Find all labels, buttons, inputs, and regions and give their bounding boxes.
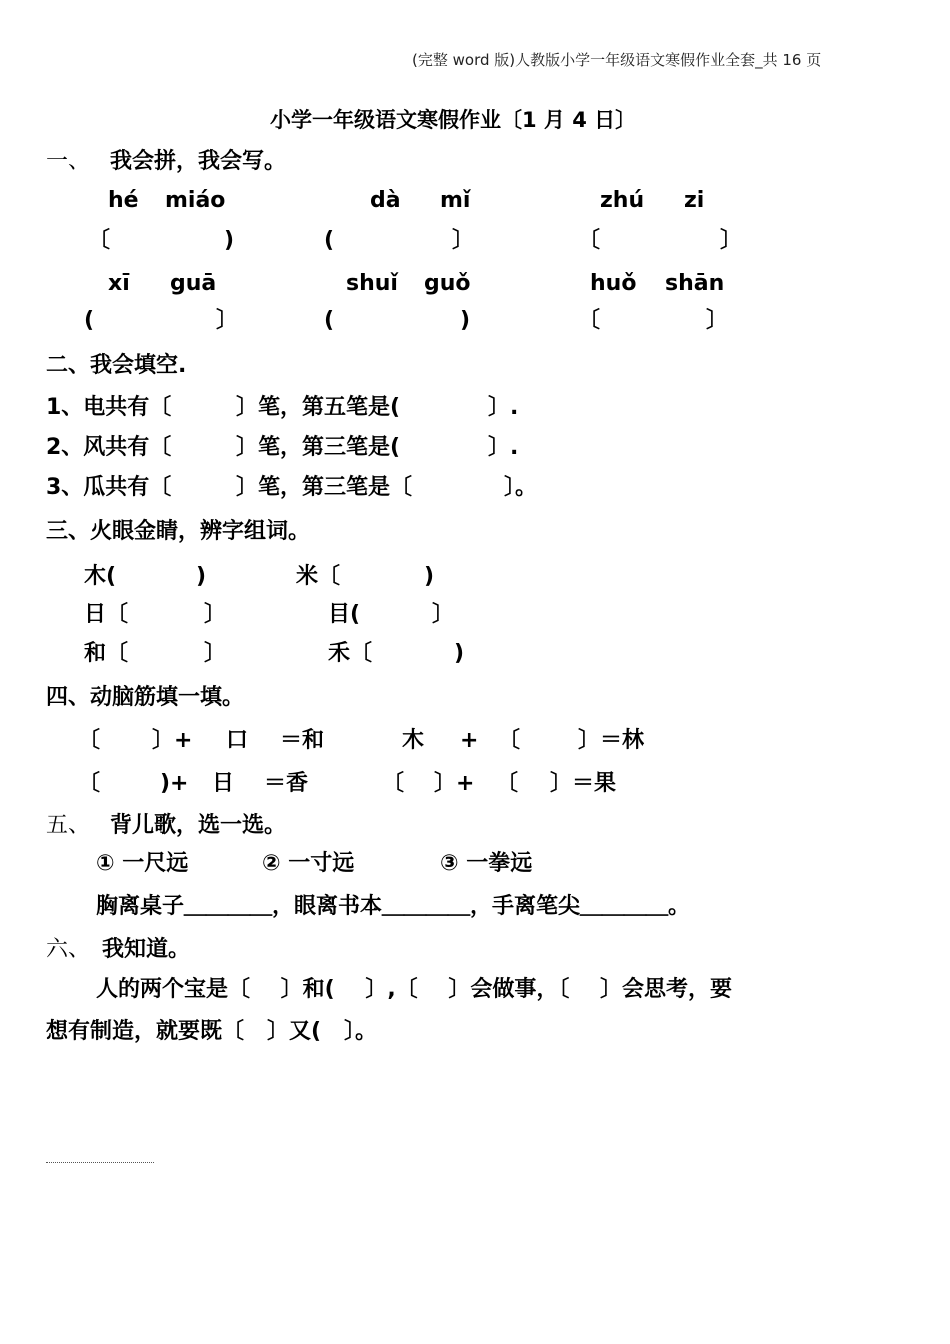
option-3: ③ 一拳远 <box>440 851 533 876</box>
pinyin-gua: guā <box>170 271 217 296</box>
fill-2-part-a: 2、风共有〔 <box>46 435 172 460</box>
option-2: ② 一寸远 <box>262 851 355 876</box>
section-6-line-2: 想有制造，就要既〔 〕又( 〕。 <box>46 1019 378 1044</box>
eq2-bracket-open: 〔 <box>498 728 521 753</box>
fill-3-part-c: 〕。 <box>504 475 538 500</box>
pinyin-mi: mǐ <box>440 188 471 213</box>
bracket-1b-open: ( <box>324 228 335 253</box>
pinyin-guo: guǒ <box>424 271 471 296</box>
pinyin-xi: xī <box>108 271 130 296</box>
option-1: ① 一尺远 <box>96 851 189 876</box>
pinyin-da: dà <box>370 188 401 213</box>
bracket-2a-close: 〕 <box>216 308 239 333</box>
bracket-2c-open: 〔 <box>578 308 601 333</box>
pinyin-shui: shuǐ <box>346 271 398 296</box>
eq1-char-kou: 口 <box>226 728 249 753</box>
fill-1-part-c: 〕. <box>488 395 519 420</box>
bracket-1c-close: 〕 <box>720 228 743 253</box>
word-mi-close: ) <box>424 564 435 589</box>
fill-3-part-a: 3、瓜共有〔 <box>46 475 172 500</box>
word-he2-open: 禾〔 <box>328 641 373 666</box>
eq4-bracket-open: 〔 <box>382 771 405 796</box>
eq3-result-xiang: ＝香 <box>264 771 309 796</box>
section-4-label: 四、动脑筋填一填。 <box>46 685 245 710</box>
pinyin-miao: miáo <box>165 188 226 213</box>
word-mu-close: ) <box>196 564 207 589</box>
pinyin-huo: huǒ <box>590 271 637 296</box>
pinyin-shan: shān <box>665 271 725 296</box>
word-mu2-open: 目( <box>328 602 361 627</box>
fill-2-part-b: 〕笔，第三笔是( <box>236 435 401 460</box>
section-1-number: 一、 <box>46 149 91 174</box>
eq4-bracket-open-2: 〔 <box>496 771 519 796</box>
section-5-label: 背儿歌，选一选。 <box>110 813 287 838</box>
poem-sentence: 胸离桌子＿＿＿＿，眼离书本＿＿＿＿，手离笔尖＿＿＿＿。 <box>96 894 691 919</box>
fill-1-part-a: 1、电共有〔 <box>46 395 172 420</box>
footnote-divider <box>46 1162 154 1163</box>
eq4-bracket-close-plus: 〕+ <box>434 771 475 796</box>
eq3-bracket-open: 〔 <box>78 771 101 796</box>
eq1-bracket-close-plus: 〕+ <box>152 728 193 753</box>
word-ri-open: 日〔 <box>84 602 129 627</box>
eq2-plus: + <box>460 728 479 753</box>
section-2-label: 二、我会填空. <box>46 353 187 378</box>
pinyin-he: hé <box>108 188 139 213</box>
bracket-1a-open: 〔 <box>88 228 111 253</box>
bracket-1a-close: ) <box>224 228 235 253</box>
word-he-open: 和〔 <box>84 641 129 666</box>
pinyin-zhu: zhú <box>600 188 645 213</box>
fill-2-part-c: 〕. <box>488 435 519 460</box>
bracket-2c-close: 〕 <box>706 308 729 333</box>
pinyin-zi: zi <box>684 188 705 213</box>
eq1-bracket-open: 〔 <box>78 728 101 753</box>
fill-1-part-b: 〕笔，第五笔是( <box>236 395 401 420</box>
eq4-result-guo: 〕＝果 <box>550 771 617 796</box>
word-ri-close: 〕 <box>204 602 227 627</box>
page-title: 小学一年级语文寒假作业〔1 月 4 日〕 <box>270 108 637 132</box>
page-header: (完整 word 版)人教版小学一年级语文寒假作业全套_共 16 页 <box>412 51 822 69</box>
eq1-result-he: ＝和 <box>280 728 325 753</box>
bracket-1b-close: 〕 <box>452 228 475 253</box>
section-3-label: 三、火眼金睛，辨字组词。 <box>46 519 311 544</box>
fill-3-part-b: 〕笔，第三笔是〔 <box>236 475 413 500</box>
section-6-line-1: 人的两个宝是〔 〕和( 〕,〔 〕会做事，〔 〕会思考，要 <box>96 977 732 1002</box>
word-he-close: 〕 <box>204 641 227 666</box>
eq2-result-lin: 〕＝林 <box>578 728 645 753</box>
eq3-bracket-close-plus: )+ <box>160 771 189 796</box>
eq3-char-ri: 日 <box>212 771 235 796</box>
section-5-number: 五、 <box>46 813 91 838</box>
section-6-number: 六、 <box>46 937 91 962</box>
section-1-label: 我会拼，我会写。 <box>110 149 287 174</box>
bracket-2a-open: ( <box>84 308 95 333</box>
word-mu2-close: 〕 <box>432 602 455 627</box>
bracket-2b-close: ) <box>460 308 471 333</box>
eq2-char-mu: 木 <box>402 728 425 753</box>
word-mu-open: 木( <box>84 564 117 589</box>
word-he2-close: ) <box>454 641 465 666</box>
section-6-label: 我知道。 <box>102 937 191 962</box>
word-mi-open: 米〔 <box>296 564 341 589</box>
bracket-1c-open: 〔 <box>578 228 601 253</box>
bracket-2b-open: ( <box>324 308 335 333</box>
